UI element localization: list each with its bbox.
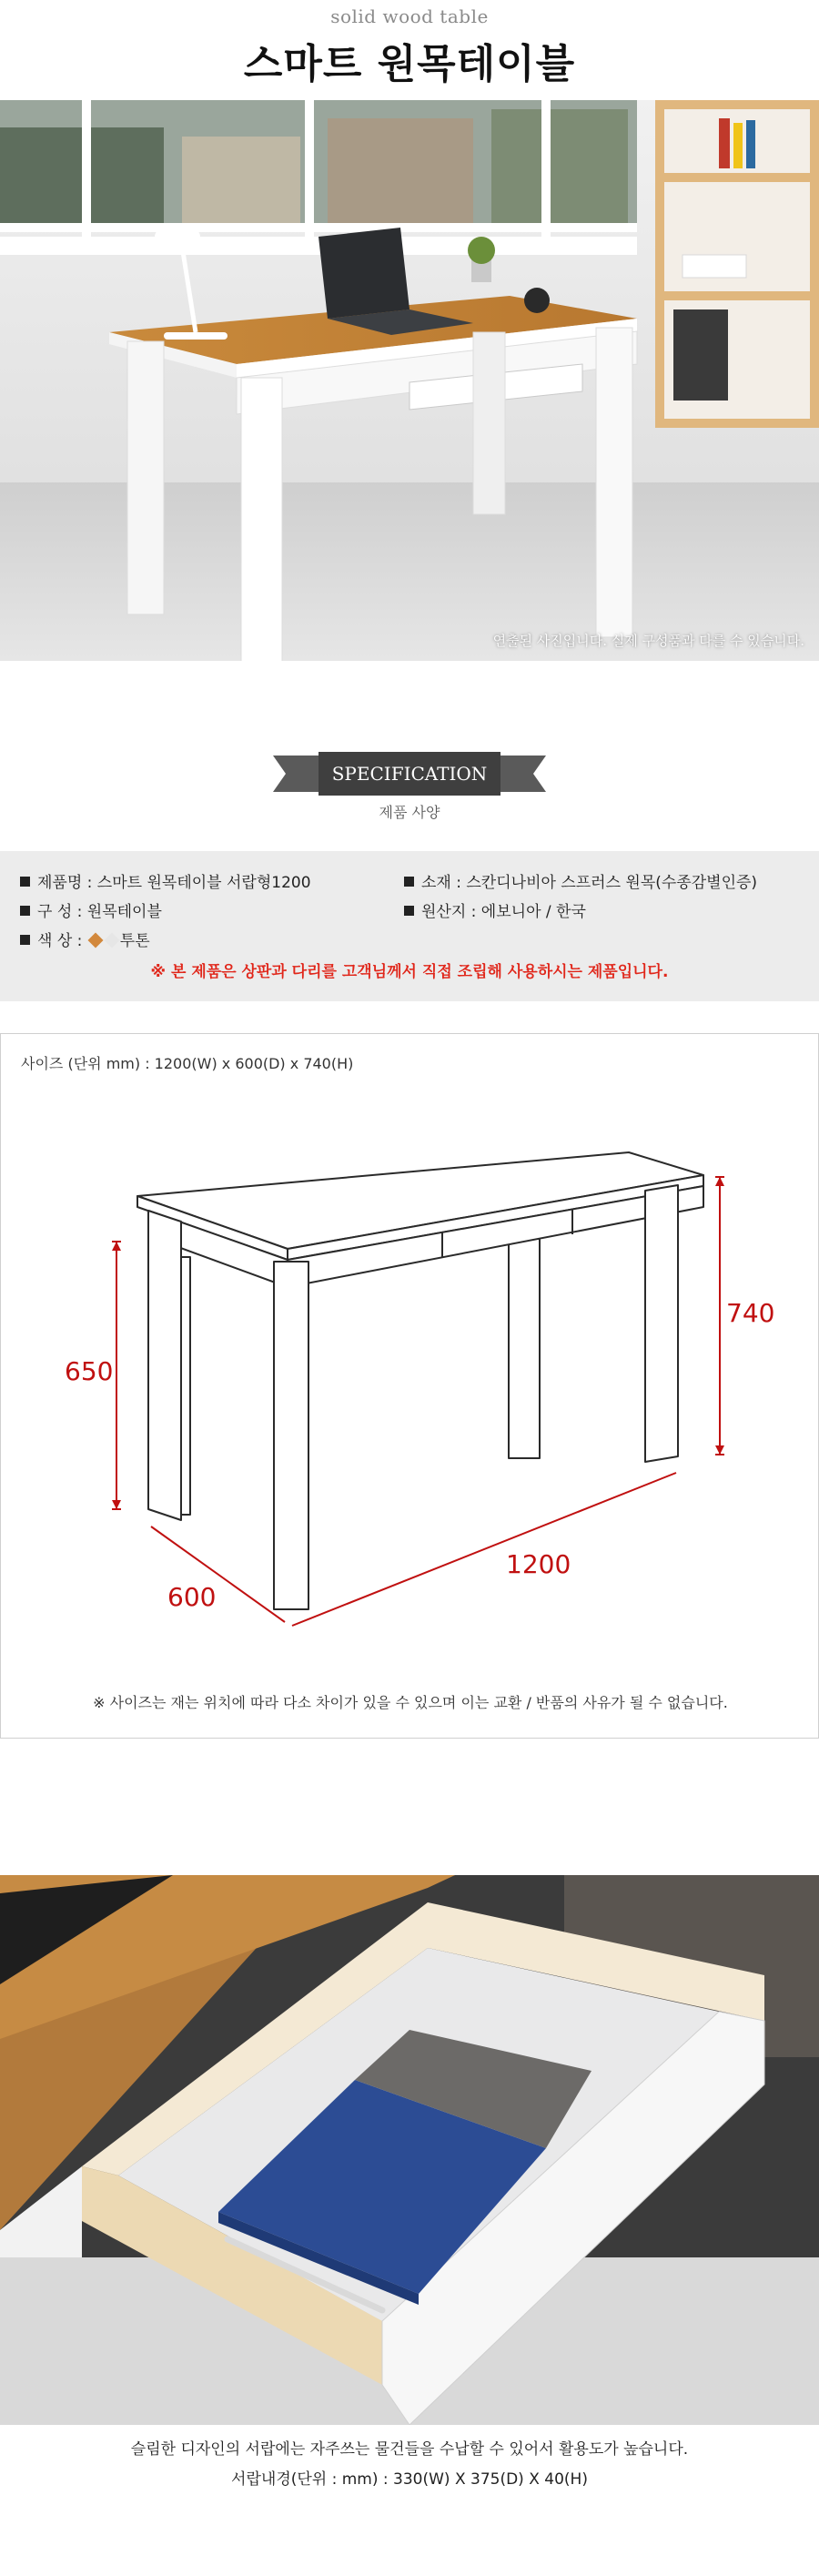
bullet-square-icon xyxy=(404,906,414,916)
dimension-height-total: 740 xyxy=(726,1298,775,1328)
bullet-square-icon xyxy=(20,906,30,916)
spec-item-color xyxy=(20,928,150,950)
spec-item-color-value: 투톤 xyxy=(119,932,150,950)
spec-item-material xyxy=(404,869,757,892)
dimension-width: 1200 xyxy=(506,1549,571,1579)
color-swatch-white xyxy=(104,933,119,948)
drawer-detail-photo xyxy=(0,1875,819,2425)
drawer-dimension-caption: 서랍내경(단위 : mm) : 330(W) X 375(D) X 40(H) xyxy=(231,2470,588,2489)
spec-item-label: 제품명 : 스마트 원목테이블 서랍형1200 xyxy=(37,874,311,892)
size-diagram-box xyxy=(0,1033,819,1739)
hero-illustration xyxy=(0,100,819,661)
size-title: 사이즈 (단위 mm) : 1200(W) x 600(D) x 740(H) xyxy=(21,1055,354,1072)
drawer-illustration xyxy=(0,1875,819,2425)
spec-item-label: 원산지 : 에보니아 / 한국 xyxy=(421,903,586,921)
dimension-height-leg: 650 xyxy=(65,1356,114,1386)
spec-item-product-name xyxy=(20,869,311,892)
specification-banner xyxy=(273,752,546,801)
assembly-warning: ※ 본 제품은 상판과 다리를 고객님께서 직접 조립해 사용하시는 제품입니다. xyxy=(150,963,669,981)
table-line-drawing xyxy=(1,1034,819,1739)
spec-item-origin xyxy=(404,898,586,921)
size-disclaimer: ※ 사이즈는 재는 위치에 따라 다소 차이가 있을 수 있으며 이는 교환 / 반품의 사유가 될 수 없습니다. xyxy=(93,1694,728,1711)
hero-product-photo xyxy=(0,100,819,661)
spec-info-box xyxy=(0,851,819,1001)
dimension-depth: 600 xyxy=(167,1582,217,1612)
header-subtitle: solid wood table xyxy=(330,5,489,27)
bullet-square-icon xyxy=(20,877,30,887)
spec-item-label: 구 성 : 원목테이블 xyxy=(37,903,162,921)
page-title: 스마트 원목테이블 xyxy=(243,41,576,87)
color-swatch-wood xyxy=(87,933,103,948)
spec-item-label: 색 상 : xyxy=(37,932,83,950)
bullet-square-icon xyxy=(404,877,414,887)
drawer-caption: 슬림한 디자인의 서랍에는 자주쓰는 물건들을 수납할 수 있어서 활용도가 높습니다. xyxy=(130,2440,689,2459)
spec-item-label: 소재 : 스칸디나비아 스프러스 원목(수종감별인증) xyxy=(421,874,758,892)
specification-banner-text: SPECIFICATION xyxy=(331,763,488,785)
spec-item-components xyxy=(20,898,162,921)
spec-subtitle: 제품 사양 xyxy=(379,804,440,821)
bullet-square-icon xyxy=(20,935,30,945)
hero-caption: 연출된 사진입니다. 실제 구성품과 다를 수 있습니다. xyxy=(492,633,804,649)
